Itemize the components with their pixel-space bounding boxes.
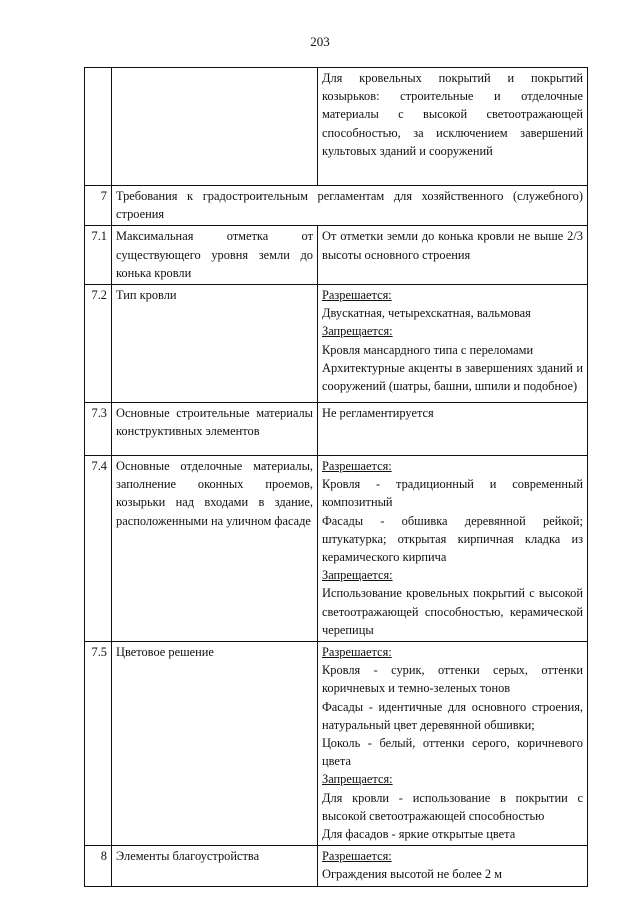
row-number: 7.3: [85, 403, 112, 456]
table-row-section-7: [85, 186, 588, 226]
table-row-8: [85, 846, 588, 886]
table-row-7-3: [85, 403, 588, 456]
allowed-heading: Разрешается:: [322, 645, 392, 660]
forbidden-heading: Запрещается:: [322, 772, 393, 787]
allowed-heading: Разрешается:: [322, 849, 392, 864]
row-number: 7: [85, 186, 112, 226]
parameter-name: Тип кровли: [112, 285, 318, 403]
row-number: 7.2: [85, 285, 112, 403]
forbidden-heading: Запрещается:: [322, 324, 393, 339]
regulations-table: [84, 67, 588, 887]
table-row-7-4: [85, 456, 588, 642]
requirement-line: Не регламентируется: [322, 406, 434, 421]
row-number: 7.4: [85, 456, 112, 642]
requirement-line: Кровля - традиционный и современный композитный: [322, 477, 583, 510]
section-header: Требования к градостроительным регламентам для хозяйственного (служебного) строения: [112, 186, 588, 226]
requirement-line: Использование кровельных покрытий с высокой светоотражающей способностью, керамической черепицы: [322, 586, 583, 637]
table-row-continuation: [85, 68, 588, 186]
requirement-cell: [318, 456, 588, 642]
requirement-line: Цоколь - белый, оттенки серого, коричневого цвета: [322, 736, 583, 769]
allowed-heading: Разрешается:: [322, 288, 392, 303]
row-number: 7.5: [85, 642, 112, 846]
requirement-cell: [318, 226, 588, 285]
requirement-line: Двускатная, четырехскатная, вальмовая: [322, 306, 531, 321]
requirement-line: Фасады - обшивка деревянной рейкой; штукатурка; открытая кирпичная кладка из керамического кирпича: [322, 513, 583, 565]
requirement-line: Кровля мансардного типа с переломами: [322, 342, 534, 357]
parameter-name: Элементы благоустройства: [112, 846, 318, 886]
requirement-line: От отметки земли до конька кровли не выше 2/3 высоты основного строения: [322, 229, 583, 262]
parameter-name: [112, 68, 318, 186]
row-number: [85, 68, 112, 186]
table-row-7-2: [85, 285, 588, 403]
table-row-7-1: [85, 226, 588, 285]
parameter-name: Основные строительные материалы конструктивных элементов: [112, 403, 318, 456]
requirement-line: Для кровельных покрытий и покрытий козырьков: строительные и отделочные материалы с высокой светоотражающей способностью, за исключением завершений культовых зданий и сооружений: [322, 71, 583, 158]
parameter-name: Максимальная отметка от существующего уровня земли до конька кровли: [112, 226, 318, 285]
requirement-cell: [318, 846, 588, 886]
requirement-cell: [318, 403, 588, 456]
row-number: 8: [85, 846, 112, 886]
table-row-7-5: [85, 642, 588, 846]
parameter-name: Основные отделочные материалы, заполнение оконных проемов, козырьки над входами в здание, расположенными на уличном фасаде: [112, 456, 318, 642]
parameter-name: Цветовое решение: [112, 642, 318, 846]
page-number: 203: [310, 34, 330, 49]
requirement-line: Архитектурные акценты в завершениях зданий и сооружений (шатры, башни, шпили и подобное): [322, 360, 583, 394]
requirement-line: Ограждения высотой не более 2 м: [322, 867, 503, 882]
requirement-line: Фасады - идентичные для основного строения, натуральный цвет деревянной обшивки;: [322, 699, 583, 732]
row-number: 7.1: [85, 226, 112, 285]
requirement-cell: [318, 68, 588, 186]
requirement-cell: [318, 285, 588, 403]
requirement-line: Для кровли - использование в покрытии с высокой светоотражающей способностью: [322, 790, 583, 823]
requirement-line: Кровля - сурик, оттенки серых, оттенки коричневых и темно-зеленых тонов: [322, 663, 583, 696]
requirement-line: Для фасадов - яркие открытые цвета: [322, 827, 516, 842]
allowed-heading: Разрешается:: [322, 459, 392, 474]
forbidden-heading: Запрещается:: [322, 568, 393, 583]
requirement-cell: [318, 642, 588, 846]
